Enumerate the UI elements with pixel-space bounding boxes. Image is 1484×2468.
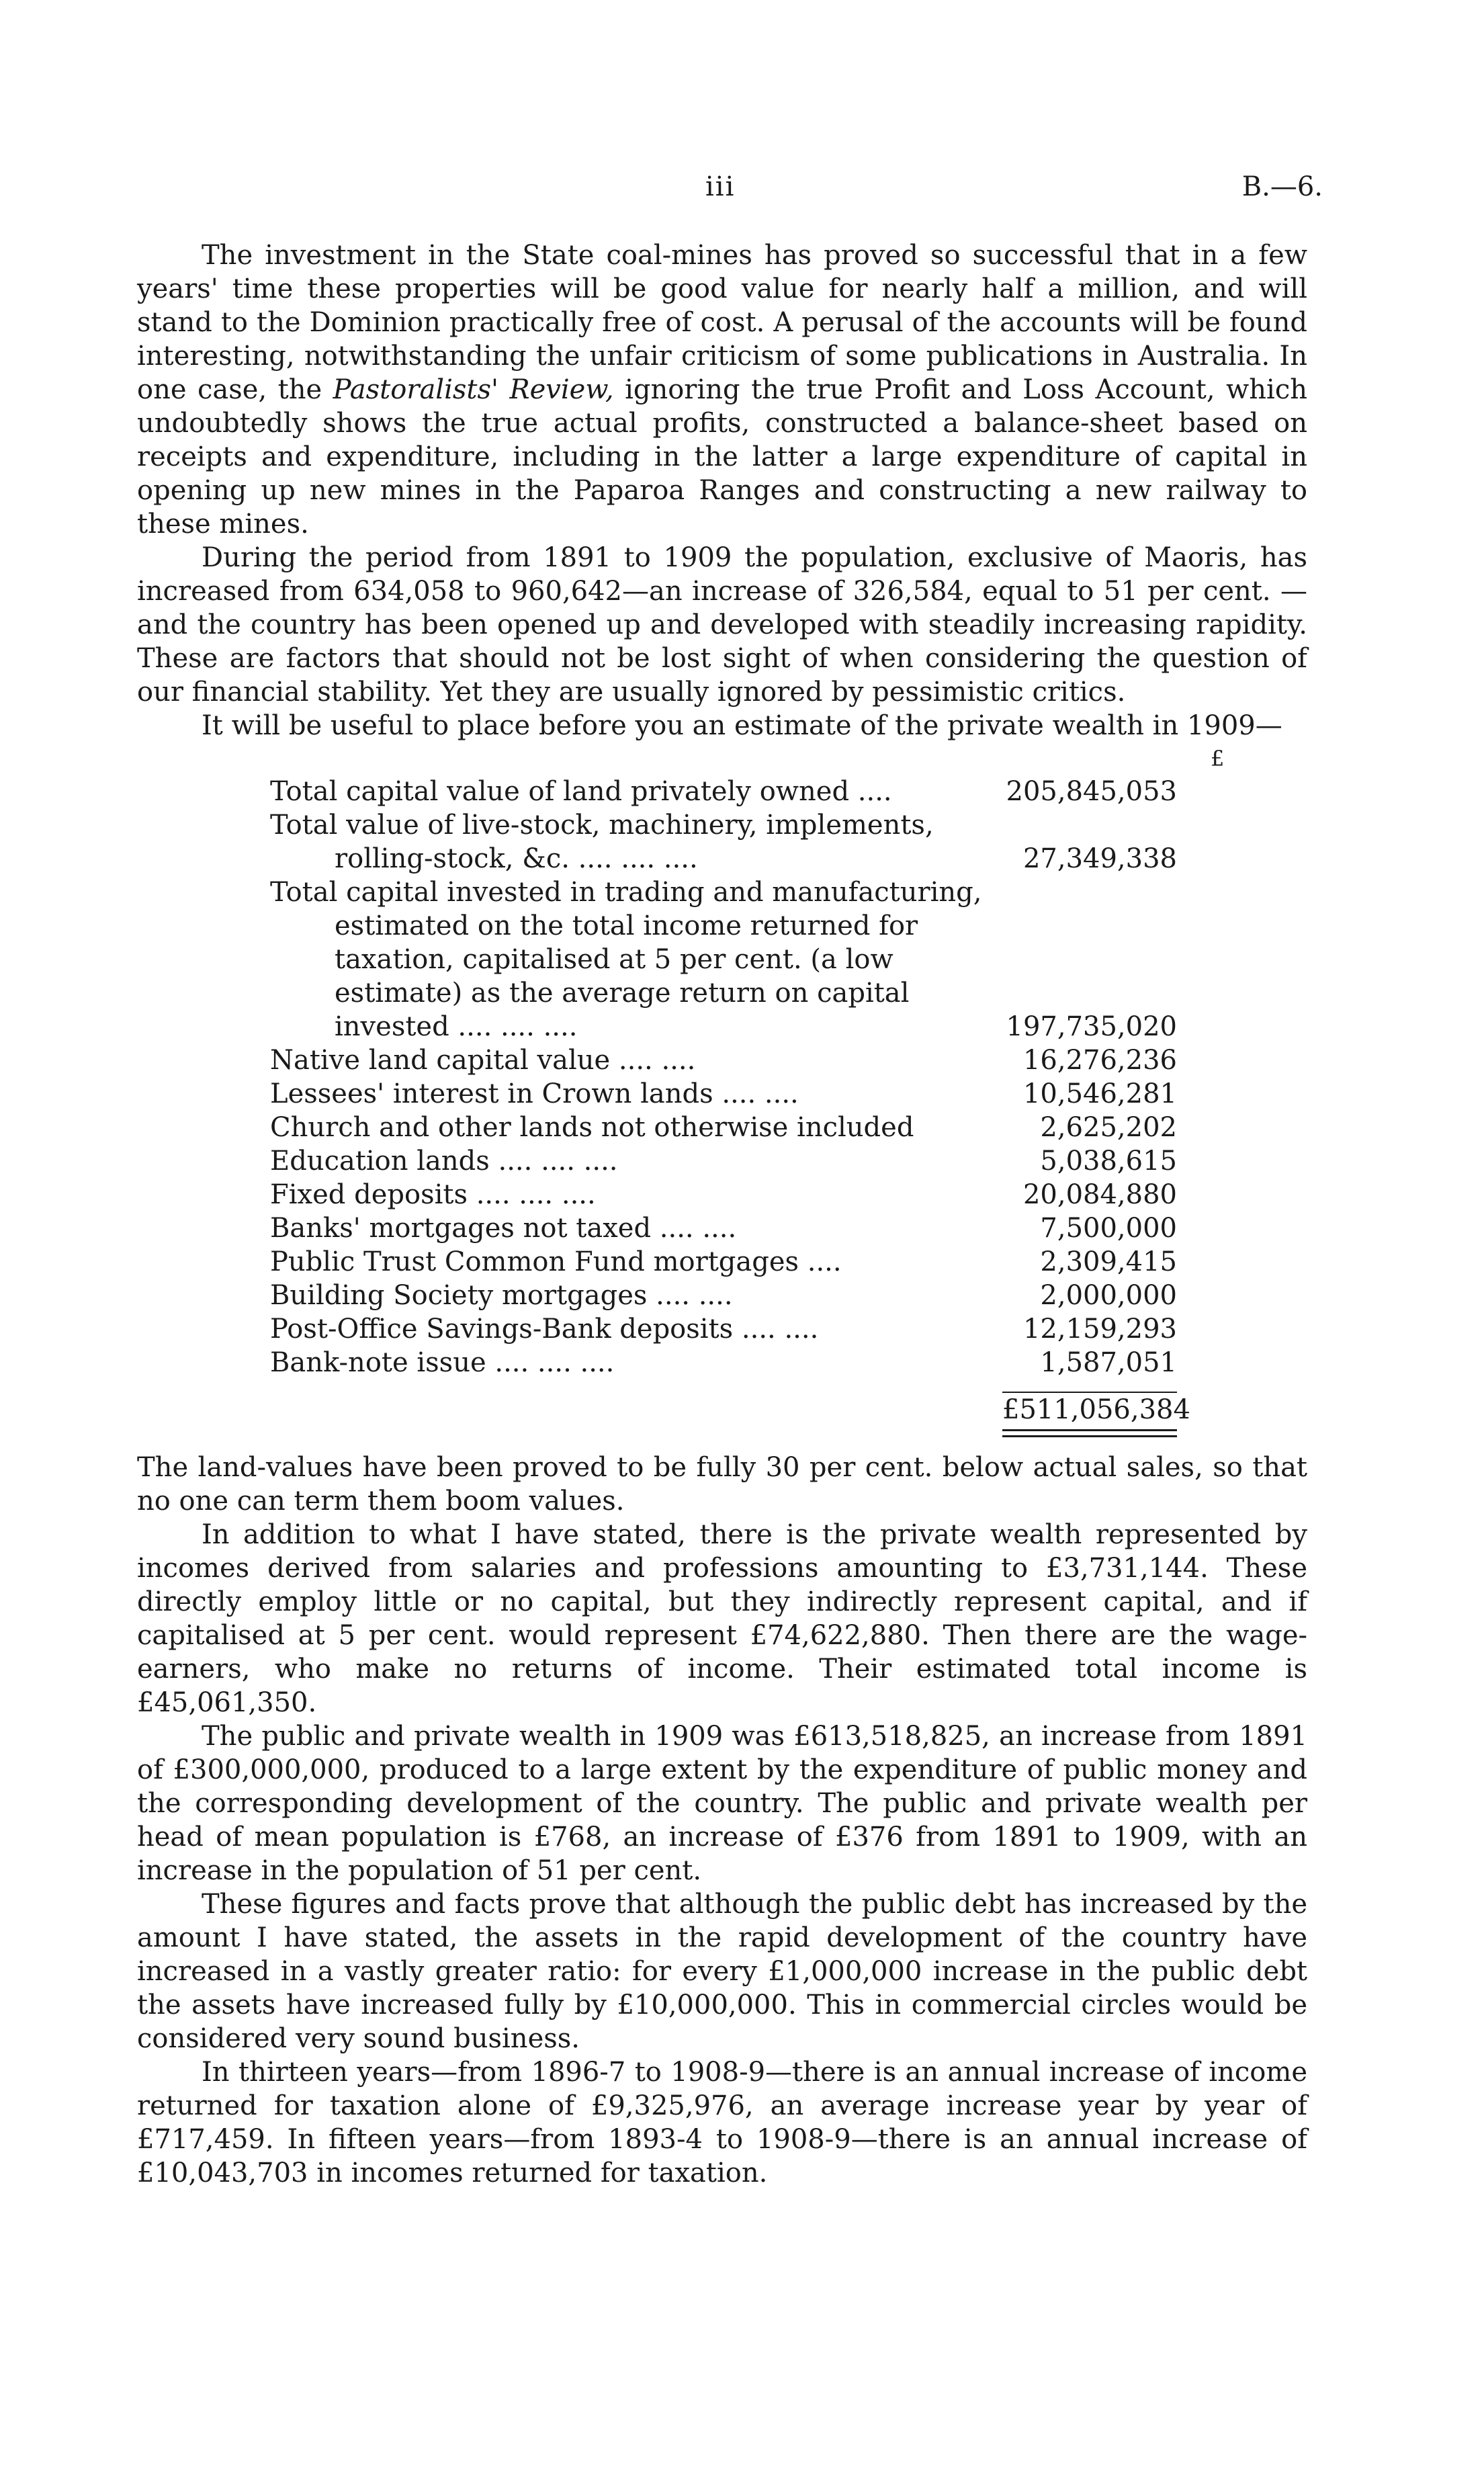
row-label: Church and other lands not otherwise included [270,1112,914,1143]
table-row [270,775,1311,808]
document-body [137,239,1307,2190]
page-header [0,171,1484,212]
row-label: Building Society mortgages .... .... [270,1280,733,1311]
row-label: Total capital invested in trading and manufacturing, estimated on the total income returned for taxation, capitalised at 5 per cent. (a low estimate) as the average return on capital invested .... .... .... [270,877,982,1042]
paragraph-land-values: The land-values have been proved to be fully 30 per cent. below actual sales, so that no one can term them boom values. [137,1452,1307,1517]
table-row [270,1077,1311,1111]
total-value: £511,056,384 [1002,1394,1190,1425]
row-value: 16,276,236 [1022,1045,1177,1076]
row-label: Total value of live-stock, machinery, implements, rolling-stock, &c. .... .... .... [270,810,934,874]
row-value: 2,309,415 [1040,1246,1177,1277]
publication-title: Pastoralists' Review, [333,374,614,405]
table-row [270,1312,1311,1346]
total-double-rule [1002,1429,1177,1437]
paragraph-text: The investment in the State coal-mines has proved so successful that in a few years' time these properties will be good value for nearly half a million, and will stand to the Dominion practically free of cost. A perusal of the accounts will be found interesting, notwithstanding the unfair criticism of some publications in Australia. In one case, the [137,240,1307,405]
row-value: 1,587,051 [1040,1347,1177,1378]
row-value: 20,084,880 [1022,1179,1177,1210]
paragraph-wealth-intro: It will be useful to place before you an estimate of the private wealth in 1909— [202,710,1282,741]
table-row [270,1044,1311,1077]
table-row [270,808,1311,876]
table-row [270,1279,1311,1312]
paragraph-income-increase: In thirteen years—from 1896-7 to 1908-9—there is an annual increase of income returned for taxation alone of £9,325,976, an average increase year by year of £717,459. In fifteen years—from 1893-4 to 1908-9—there is an annual increase of £10,043,703 in incomes returned for taxation. [137,2057,1307,2188]
private-wealth-table [270,742,1311,1437]
sum-rule [1002,1379,1177,1393]
row-label: Bank-note issue .... .... .... [270,1347,615,1378]
document-reference: B.—6. [1241,171,1323,202]
row-value: 2,625,202 [1040,1112,1177,1143]
table-row [270,1211,1311,1245]
row-value: 10,546,281 [1022,1078,1177,1109]
row-label: Native land capital value .... .... [270,1045,696,1076]
row-label: Lessees' interest in Crown lands .... .... [270,1078,799,1109]
row-value: 5,038,615 [1040,1146,1177,1177]
total-row [270,1393,1311,1427]
paragraph-public-private-wealth: The public and private wealth in 1909 was £613,518,825, an increase from 1891 of £300,000,000, produced to a large extent by the expenditure of public money and the corresponding development of the country. The public and private wealth per head of mean population is £768, an increase of £376 from 1891 to 1909, with an increase in the population of 51 per cent. [137,1721,1307,1886]
row-value: 197,735,020 [1006,1011,1177,1042]
paragraph-salaries: In addition to what I have stated, there is the private wealth represented by incomes derived from salaries and professions amounting to £3,731,144. These directly employ little or no capital, but they indirectly represent capital, and if capitalised at 5 per cent. would represent £74,622,880. Then there are the wage-earners, who make no returns of income. Their estimated total income is £45,061,350. [137,1519,1307,1718]
table-row [270,1144,1311,1178]
page-number: iii [705,171,736,202]
paragraph-public-debt: These figures and facts prove that although the public debt has increased by the amount I have stated, the assets in the rapid development of the country have increased in a vastly greater ratio: for every £1,000,000 increase in the public debt the assets have increased fully by £10,000,000. This in commercial circles would be considered very sound business. [137,1889,1307,2054]
paragraph-coal-mines [137,239,1307,541]
row-label: Public Trust Common Fund mortgages .... [270,1246,842,1277]
table-row [270,1245,1311,1279]
row-label: Total capital value of land privately owned .... [270,776,892,807]
row-label: Post-Office Savings-Bank deposits .... .... [270,1314,819,1345]
row-label: Education lands .... .... .... [270,1146,618,1177]
row-value: 27,349,338 [1022,843,1177,874]
row-value: 2,000,000 [1040,1280,1177,1311]
row-label: Fixed deposits .... .... .... [270,1179,596,1210]
table-row [270,1111,1311,1144]
row-label: Banks' mortgages not taxed .... .... [270,1213,737,1244]
table-row [270,876,1311,1044]
table-row [270,1178,1311,1211]
row-value: 205,845,053 [1006,776,1177,807]
currency-header [270,742,1311,775]
currency-symbol: £ [1211,746,1225,771]
table-row [270,1346,1311,1379]
paragraph-text: ignoring the true Profit and Loss Account, which undoubtedly shows the true actual profits, constructed a balance-sheet based on receipts and expenditure, including in the latter a large expenditure of capital in opening up new mines in the Paparoa Ranges and constructing a new railway to these mines. [137,374,1307,540]
paragraph-population: During the period from 1891 to 1909 the population, exclusive of Maoris, has increased from 634,058 to 960,642—an increase of 326,584, equal to 51 per cent. —and the country has been opened up and developed with steadily increasing rapidity. These are factors that should not be lost sight of when considering the question of our financial stability. Yet they are usually ignored by pessimistic critics. [137,542,1307,708]
row-value: 12,159,293 [1022,1314,1177,1345]
row-value: 7,500,000 [1040,1213,1177,1244]
